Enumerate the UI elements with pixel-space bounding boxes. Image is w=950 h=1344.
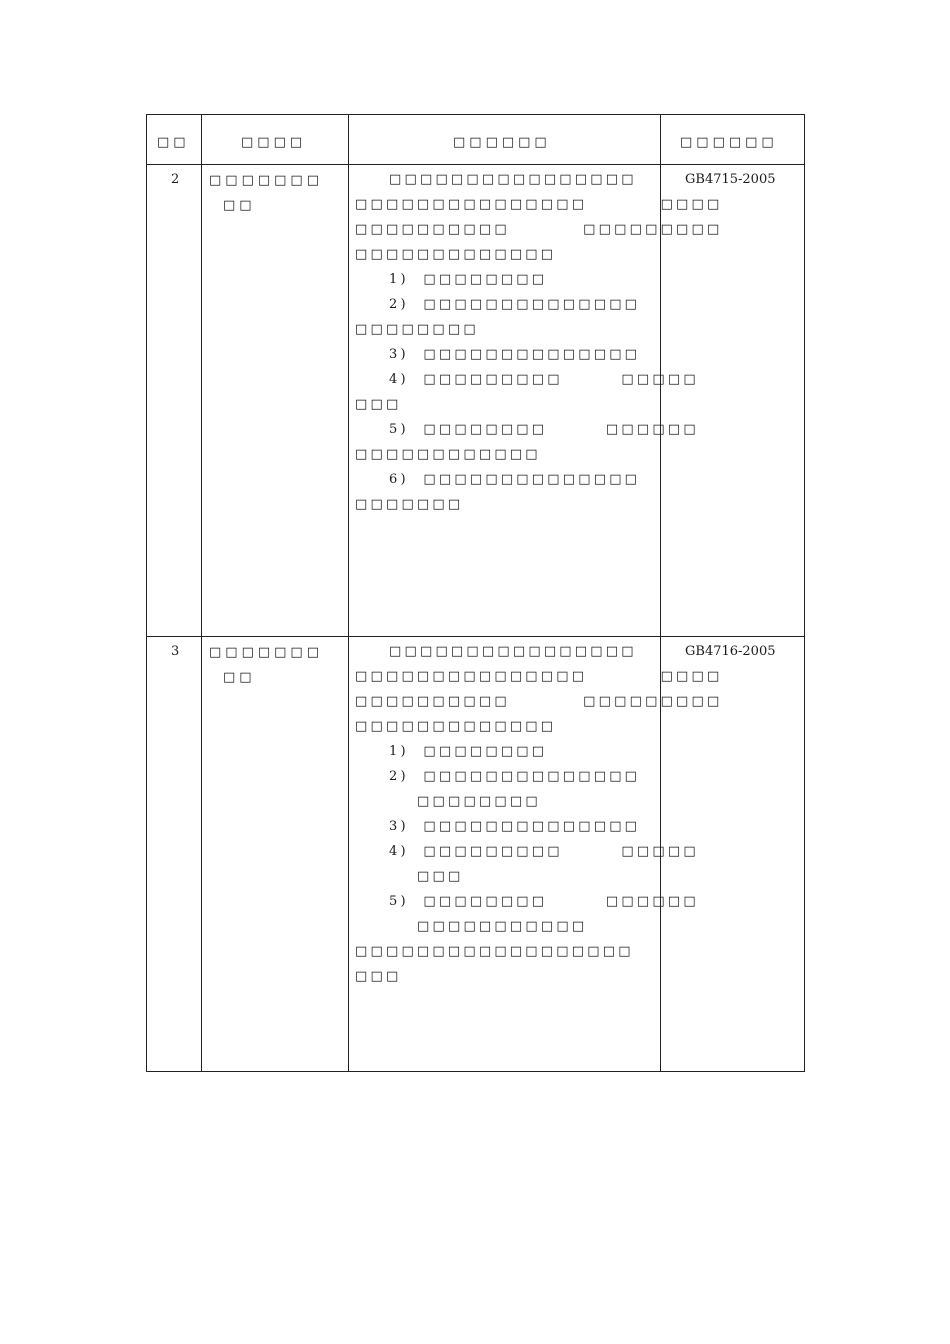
list-item: 6) □□□□□□□□□□□□□□ bbox=[389, 472, 641, 487]
list-item: 4) □□□□□□□□□ □□□□□ bbox=[389, 844, 699, 859]
text-line: □□□ bbox=[355, 969, 402, 984]
header-standard: □□□□□□ bbox=[680, 135, 778, 150]
text-line: □□□□□□□□ bbox=[355, 322, 479, 337]
text-line: □□□□□□□□ bbox=[417, 794, 541, 809]
row-seq: 2 bbox=[171, 172, 180, 187]
text-line: □□□□□□□ bbox=[355, 497, 464, 512]
requirement-text bbox=[355, 172, 723, 632]
row-standard: GB4716-2005 bbox=[685, 644, 776, 659]
list-item: 2) □□□□□□□□□□□□□□ bbox=[389, 769, 641, 784]
list-item: 1) □□□□□□□□ bbox=[389, 744, 548, 759]
row-item: □□□□□□□ bbox=[209, 645, 323, 660]
text-line: □□□□□□□□□□□□□ bbox=[355, 719, 557, 734]
row-item-cont: □□ bbox=[223, 670, 256, 685]
text-line: □□□□□□□□□□□□□□□□□□ bbox=[355, 944, 634, 959]
header-seq: □□ bbox=[157, 135, 190, 150]
col-divider-2 bbox=[348, 115, 349, 1071]
requirement-text bbox=[355, 644, 723, 1064]
text-line: □□□□□□□□□□□ bbox=[417, 919, 588, 934]
row-item-cont: □□ bbox=[223, 198, 256, 213]
header-item: □□□□ bbox=[241, 135, 307, 150]
col-divider-1 bbox=[201, 115, 202, 1071]
row-seq: 3 bbox=[171, 644, 180, 659]
list-item: 4) □□□□□□□□□ □□□□□ bbox=[389, 372, 699, 387]
text-line: □□□□□□□□□□□□□□□□ bbox=[389, 172, 637, 187]
list-item: 2) □□□□□□□□□□□□□□ bbox=[389, 297, 641, 312]
list-item: 1) □□□□□□□□ bbox=[389, 272, 548, 287]
header-requirement: □□□□□□ bbox=[453, 135, 551, 150]
list-item: 3) □□□□□□□□□□□□□□ bbox=[389, 819, 641, 834]
list-item: 5) □□□□□□□□ □□□□□□ bbox=[389, 894, 699, 909]
list-item: 3) □□□□□□□□□□□□□□ bbox=[389, 347, 641, 362]
text-line: □□□□□□□□□□□□□□□ □□□□ bbox=[355, 669, 723, 684]
standards-table bbox=[146, 114, 805, 1072]
row-divider bbox=[147, 636, 804, 637]
text-line: □□□□□□□□□□□□□ bbox=[355, 247, 557, 262]
col-divider-3 bbox=[660, 115, 661, 1071]
text-line: □□□ bbox=[417, 869, 464, 884]
text-line: □□□□□□□□□□□□ bbox=[355, 447, 541, 462]
text-line: □□□□□□□□□□ □□□□□□□□□ bbox=[355, 694, 723, 709]
row-standard: GB4715-2005 bbox=[685, 172, 776, 187]
text-line: □□□□□□□□□□ □□□□□□□□□ bbox=[355, 222, 723, 237]
header-divider bbox=[147, 164, 804, 165]
text-line: □□□□□□□□□□□□□□□□ bbox=[389, 644, 637, 659]
text-line: □□□ bbox=[355, 397, 402, 412]
row-item: □□□□□□□ bbox=[209, 173, 323, 188]
text-line: □□□□□□□□□□□□□□□ □□□□ bbox=[355, 197, 723, 212]
list-item: 5) □□□□□□□□ □□□□□□ bbox=[389, 422, 699, 437]
